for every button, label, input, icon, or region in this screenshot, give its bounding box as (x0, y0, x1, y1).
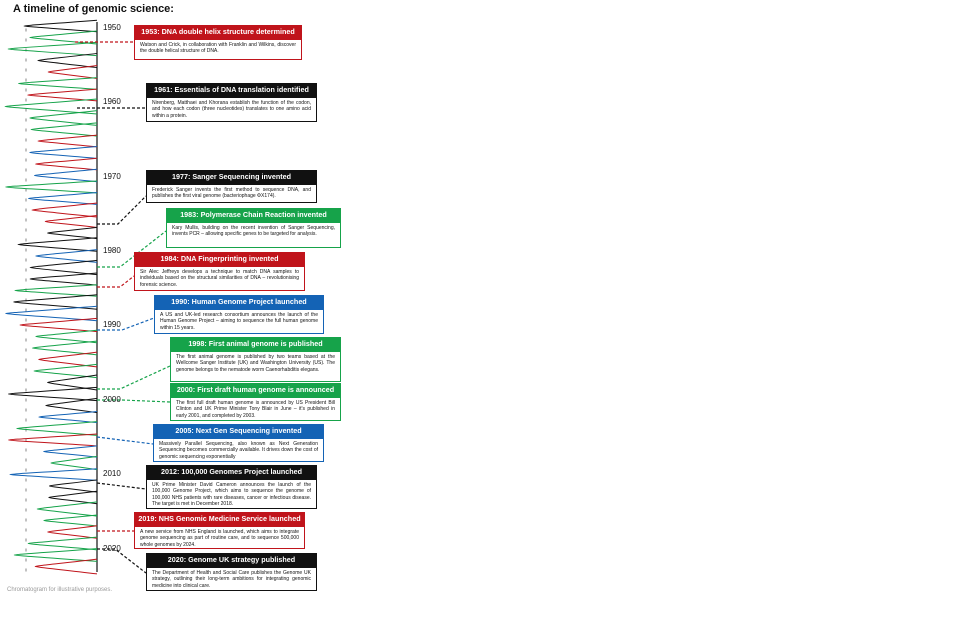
chromatogram-peak (14, 549, 97, 562)
chromatogram-peak (28, 537, 97, 550)
event-body: Kary Mullis, building on the recent invention of Sanger Sequencing, invents PCR – allowing specific genes to be targeted for analysis. (172, 225, 335, 238)
event-body: Sir Alec Jeffreys develops a technique to match DNA samples to individuals based on the structural similarities of DNA – revolutionising forensic science. (140, 269, 299, 288)
chromatogram-peak (36, 250, 97, 263)
event-body: Massively Parallel Sequencing, also known as Next Generation Sequencing becomes commercially available. It drives down the cost of genomic sequencing exponentially (159, 441, 318, 460)
chromatogram-peak (15, 285, 97, 297)
event-heading: 1977: Sanger Sequencing invented (147, 171, 316, 185)
chromatogram-peak (35, 559, 97, 574)
event-card-1977 (146, 170, 317, 203)
chromatogram-peak (24, 20, 97, 31)
event-card-2000 (170, 383, 341, 421)
chromatogram-peak (8, 387, 97, 400)
chromatogram-peak (17, 422, 97, 436)
event-heading: 2020: Genome UK strategy published (147, 554, 316, 568)
event-body: A new service from NHS England is launched, which aims to integrate genome sequencing as part of routine care, and to sequence 500,000 whole genomes by 2024. (140, 529, 299, 548)
page-title: A timeline of genomic science: (13, 3, 174, 15)
chromatogram-peak (39, 411, 97, 422)
chromatogram-peak (45, 216, 97, 228)
chromatogram-peak (34, 169, 97, 181)
chromatogram-peak (30, 273, 97, 285)
event-connector (97, 366, 170, 389)
year-label-2020: 2020 (103, 544, 121, 553)
event-connector (97, 437, 153, 444)
chromatogram-peak (28, 89, 97, 101)
event-connector (97, 276, 134, 287)
chromatogram-peak (32, 203, 97, 217)
event-card-1983 (166, 208, 341, 248)
year-label-2010: 2010 (103, 469, 121, 478)
event-heading: 2000: First draft human genome is announced (171, 384, 340, 398)
chromatogram-peak (38, 53, 97, 67)
event-card-2019 (134, 512, 305, 549)
chromatogram-peak (37, 502, 97, 516)
year-label-1990: 1990 (103, 320, 121, 329)
chromatogram-peak (35, 158, 97, 170)
chromatogram-peak (36, 330, 97, 342)
event-heading: 1984: DNA Fingerprinting invented (135, 253, 304, 267)
chromatogram-peak (38, 135, 97, 147)
event-body: Frederick Sanger invents the first method to sequence DNA, and publishes the first viral genome (bacteriophage ΦX174). (152, 187, 311, 200)
event-heading: 1983: Polymerase Chain Reaction invented (167, 209, 340, 223)
event-card-2005 (153, 424, 324, 462)
event-heading: 2012: 100,000 Genomes Project launched (147, 466, 316, 480)
event-body: The first full draft human genome is announced by US President Bill Clinton and UK Prime Minister Tony Blair in June – it's published in early 2001, and completed by 2003. (176, 400, 335, 419)
year-label-1950: 1950 (103, 23, 121, 32)
chromatogram-peak (47, 227, 97, 238)
chromatogram-peak (48, 66, 97, 79)
chromatogram-peak (49, 491, 97, 503)
chromatogram-peak (49, 480, 97, 492)
event-card-1998 (170, 337, 341, 382)
year-label-2000: 2000 (103, 395, 121, 404)
chromatogram-peak (30, 260, 97, 274)
chromatogram-peak (18, 238, 97, 252)
event-heading: 1990: Human Genome Project launched (155, 296, 323, 310)
year-label-1960: 1960 (103, 97, 121, 106)
event-body: Nirenberg, Matthaei and Khorana establish the function of the codon, and how each codon (three nucleotides) translates to one amino acid within a protein. (152, 100, 311, 119)
event-card-1984 (134, 252, 305, 291)
chromatogram-peak (20, 318, 97, 331)
year-label-1980: 1980 (103, 246, 121, 255)
event-heading: 2005: Next Gen Sequencing invented (154, 425, 323, 439)
chromatogram-peak (18, 78, 97, 90)
event-connector (97, 483, 146, 489)
chromatogram-peak (6, 181, 97, 193)
footnote: Chromatogram for illustrative purposes. (7, 587, 113, 593)
chromatogram-peak (8, 42, 97, 55)
event-heading: 1998: First animal genome is published (171, 338, 340, 352)
event-body: The Department of Health and Social Care publishes the Genome UK strategy, outlining their long-term ambitions for integrating genomic medicine into clinical care. (152, 570, 311, 589)
chromatogram-peak (44, 515, 97, 526)
chromatogram-peak (10, 469, 97, 481)
chromatogram-peak (44, 446, 97, 457)
event-body: The first animal genome is published by two teams based at the Wellcome Sanger Institute (UK) and Washington University (US). The genome belongs to the nematode worm Caenorhabditis elegans. (176, 354, 335, 373)
event-body: Watson and Crick, in collaboration with Franklin and Wilkins, discover the double helical structure of DNA. (140, 42, 296, 55)
event-card-2012 (146, 465, 317, 509)
year-label-1970: 1970 (103, 172, 121, 181)
event-card-1953 (134, 25, 302, 60)
event-card-2020 (146, 553, 317, 591)
event-card-1990 (154, 295, 324, 334)
chromatogram-peak (34, 364, 97, 377)
chromatogram-peak (31, 123, 97, 136)
chromatogram-peak (9, 434, 97, 446)
event-heading: 1953: DNA double helix structure determined (135, 26, 301, 40)
event-connector (97, 196, 146, 224)
event-heading: 2019: NHS Genomic Medicine Service launched (135, 513, 304, 527)
event-heading: 1961: Essentials of DNA translation identified (147, 84, 316, 98)
event-card-1961 (146, 83, 317, 122)
chromatogram-peak (28, 193, 97, 205)
chromatogram-peak (30, 147, 97, 159)
chromatogram-peak (51, 456, 97, 469)
event-body: UK Prime Minister David Cameron announces the launch of the 100,000 Genome Project, which aims to sequence the genome of 100,000 NHS patients with rare diseases, cancer or infectious disease. The target is met in December 2018. (152, 482, 311, 508)
chromatogram-peak (48, 526, 97, 539)
event-body: A US and UK-led research consortium announces the launch of the Human Genome Project – aiming to sequence the full human genome within 15 years. (160, 312, 318, 331)
